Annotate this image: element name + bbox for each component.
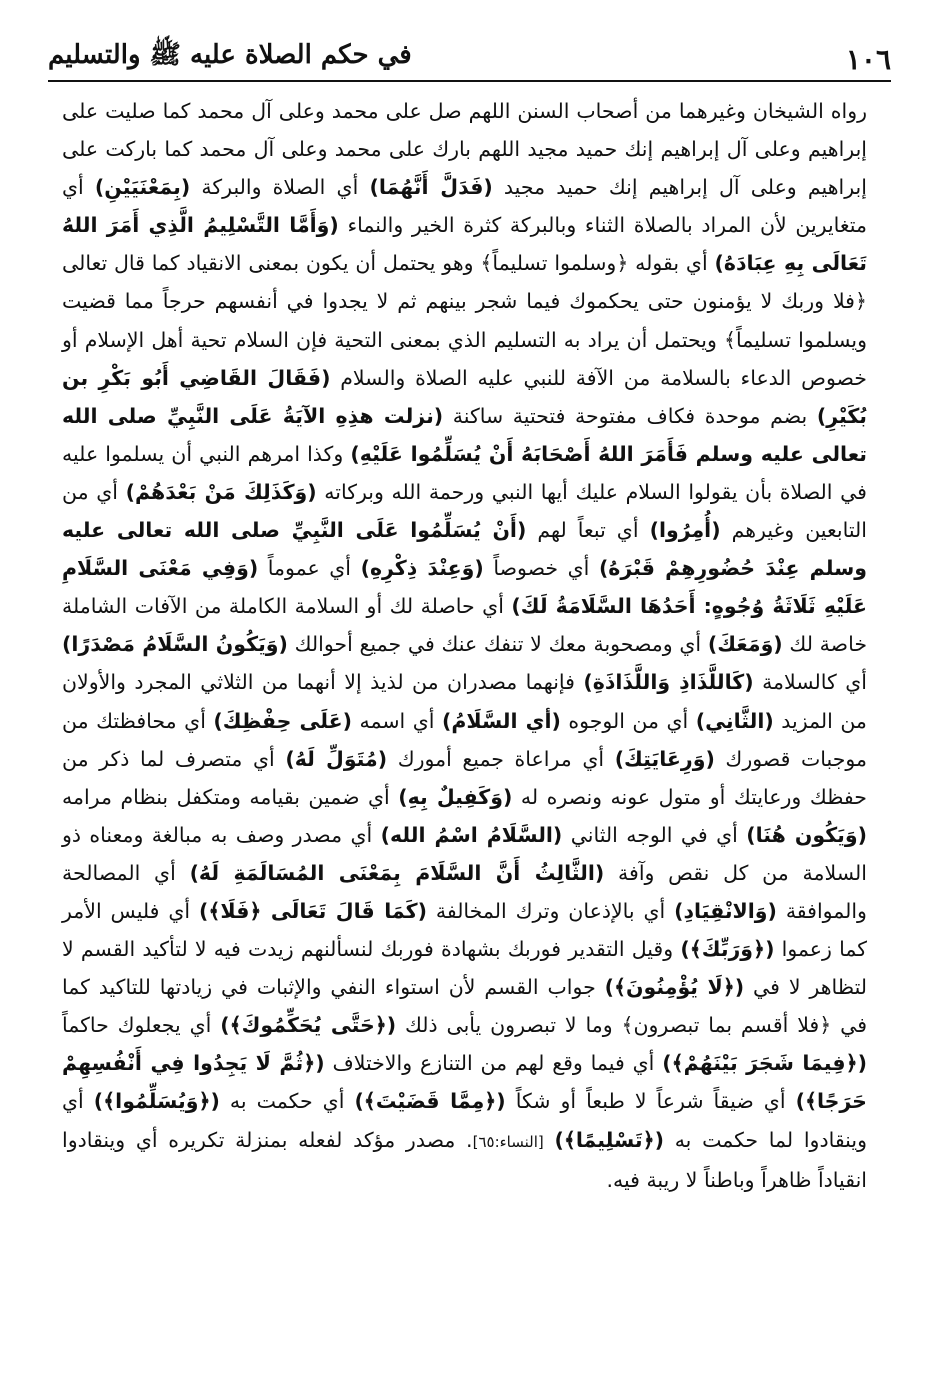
commentary-text-run: أي تبعاً لهم [537, 518, 639, 543]
commentary-text-run: رواه الشيخان وغيرهما من أصحاب السنن اللهم صل على محمد وعلى آل محمد كما صليت على إبراهيم وعلى آل إبراهيم إنك حميد مجيد اللهم بارك على محمد وعلى آل محمد كما باركت على إبراهيم وعلى آل إبراهيم إنك حميد مجيد [62, 99, 867, 200]
matn-text: (وَعِنْدَ ذِكْرِهِ) [360, 556, 484, 581]
commentary-text-run: أي مراعاة جميع أمورك [397, 746, 605, 771]
commentary-text [62, 92, 867, 1199]
commentary-text-run: أي ومصحوبة معك لا تنفك عنك في جميع أحوالك [294, 632, 702, 657]
matn-text: (وَيَكُون هُنَا) [746, 822, 867, 847]
commentary-paragraph [62, 92, 867, 1199]
matn-text: (﴿فِيمَا شَجَرَ بَيْنَهُمْ﴾) [662, 1051, 867, 1076]
commentary-text-run: أي متصرف لما ذكر من حفظك ورعايتك أو متول عونه ونصره له [62, 746, 867, 809]
matn-text: (كَاللَّذَاذِ وَاللَّذَاذَةِ) [583, 670, 754, 695]
commentary-text-run: أي كالسلامة [762, 670, 867, 695]
matn-text: (نزلت هذِهِ الآيَةُ عَلَى النَّبِيِّ صلى الله تعالى عليه وسلم فَأَمَرَ اللهُ أَصْحَابَهُ أَنْ يُسَلِّمُوا عَلَيْهِ) [62, 403, 867, 466]
commentary-text-run: أي متغايرين لأن المراد بالصلاة الثناء وبالبركة كثرة الخير والنماء [62, 175, 867, 238]
commentary-text-run: أي ضمين بقيامه ومتكفل بنظام مرامه [62, 784, 390, 809]
matn-text: (بِمَعْنَيَيْنِ) [94, 175, 191, 200]
matn-text: (﴿مِمَّا قَضَيْتَ﴾) [354, 1089, 506, 1114]
commentary-text-run: أي من الوجوه [568, 708, 689, 733]
running-title: في حكم الصلاة عليه ﷺ والتسليم [48, 40, 412, 70]
commentary-text-run: أي المصالحة والموافقة [62, 860, 867, 923]
commentary-text-run: أي بالإذعان وترك المخالفة [435, 898, 666, 923]
matn-text: (أُمِرُوا) [649, 518, 721, 543]
page-header [48, 28, 891, 76]
commentary-text-run: أي فليس الأمر كما زعموا [62, 898, 867, 962]
matn-text: (كَمَا قَالَ تَعَالَى ﴿فَلَا﴾) [199, 898, 427, 923]
matn-text: (وَأَمَّا التَّسْلِيمُ الَّذِي أَمَرَ اللهُ تَعَالَى بِهِ عِبَادَهُ) [62, 213, 867, 276]
commentary-text-run: جواب القسم لأن استواء النفي والإثبات في زيادتها للتاكيد كما في ﴿فلا أقسم بما تبصرون﴾ وما لا تبصرون يأبى ذلك [62, 975, 867, 1038]
commentary-text-run: أي ضيقاً شرعاً لا طبعاً أو شكاً [515, 1089, 786, 1114]
matn-text: (﴿ثُمَّ لَا يَجِدُوا فِي أَنْفُسِهِمْ حَرَجًا﴾) [62, 1051, 867, 1114]
matn-text: (مُتَوَلِّ لَهُ) [285, 746, 388, 771]
matn-text: (﴿وَيُسَلِّمُوا﴾) [93, 1089, 220, 1114]
matn-text: (الثَّالِثُ أَنَّ السَّلَامَ بِمَعْنَى المُسَالَمَةِ لَهُ) [189, 860, 605, 885]
commentary-text-run: أي في الوجه الثاني [570, 822, 738, 847]
matn-text: (وَفِي مَعْنَى السَّلَامِ عَلَيْهِ ثَلَاثَةُ وُجُوهٍ: أَحَدُهَا السَّلَامَةُ لَكَ) [62, 556, 867, 619]
matn-text: (وَيَكُونُ السَّلَامُ مَصْدَرًا) [62, 632, 288, 657]
matn-text: (الثَّانِي) [695, 708, 774, 733]
commentary-text-run: أي بقوله ﴿وسلموا تسليماً﴾ وهو يحتمل أن يكون بمعنى الانقياد كما قال تعالى ﴿فلا وربك لا يؤمنون حتى يحكموك فيما شجر بينهم ثم لا يجدوا في أنفسهم حرجاً مما قضيت ويسلموا تسليماً﴾ ويحتمل أن يراد به التسليم الذي بمعنى التحية فإن السلام تحية أهل الإسلام أو خصوص الدعاء بالسلامة من الآفة للنبي عليه الصلاة والسلام [62, 251, 867, 390]
commentary-text-run: أي مصدر وصف به مبالغة ومعناه ذو السلامة من كل نقص وآفة [62, 822, 867, 885]
matn-text: (فَقَالَ القَاضِي أَبُو بَكْرِ بن بُكَيْرِ) [62, 365, 867, 428]
matn-text: (أَنْ يُسَلِّمُوا عَلَى النَّبِيِّ صلى الله تعالى عليه وسلم عِنْدَ حُضُورِهِمْ قَبْرَهُ) [62, 518, 867, 581]
matn-text: (وَكَفِيلٌ بِهِ) [398, 784, 513, 809]
matn-text: (﴿لَا يُؤْمِنُونَ﴾) [604, 975, 745, 1000]
commentary-text-run: أي حاصلة لك أو السلامة الكاملة من الآفات الشاملة خاصة لك [62, 594, 867, 657]
matn-text: (﴿حَتَّى يُحَكِّمُوكَ﴾) [220, 1013, 397, 1038]
matn-text: (﴿تَسْلِيمًا﴾) [554, 1127, 664, 1152]
matn-text: (أي السَّلَامُ) [441, 708, 561, 733]
commentary-text-run: أي اسمه [359, 708, 435, 733]
page-number: ١٠٦ [845, 43, 891, 76]
commentary-text-run: أي عموماً [267, 556, 351, 581]
matn-text: (وَمَعَكَ) [707, 632, 783, 657]
matn-text: (عَلَى حِفْظِكَ) [213, 708, 352, 733]
matn-text: (السَّلَامُ اسْمُ الله) [380, 822, 563, 847]
commentary-text-run: أي يجعلوك حاكماً [62, 1013, 212, 1038]
matn-text: (فَدَلَّ أَنَّهُمَا) [369, 175, 493, 200]
commentary-text-run: أي وينقادوا لما حكمت به [62, 1089, 867, 1152]
commentary-text-run: بضم موحدة فكاف مفتوحة فتحتية ساكنة [452, 403, 808, 428]
matn-text: (وَالانْقِيَادِ) [674, 898, 777, 923]
commentary-text-run: أي محافظتك من موجبات قصورك [62, 708, 867, 771]
commentary-text-run: وقيل التقدير فوربك بشهادة فوربك لنسألنهم زيدت فيه لا لتأكيد القسم لا لتظاهر لا في [62, 937, 868, 1000]
matn-text: (وَرِعَايَتِكَ) [614, 746, 715, 771]
matn-text: (﴿وَرَبِّكَ﴾) [680, 937, 775, 962]
quran-reference: [النساء:٦٥] [472, 1132, 544, 1151]
commentary-text-run: فإنهما مصدران من لذيذ إلا أنهما من الثلاثي المجرد والأولان من المزيد [62, 670, 867, 733]
commentary-text-run: أي الصلاة والبركة [201, 175, 359, 200]
header-rule [48, 80, 891, 82]
commentary-text-run: أي حكمت به [229, 1089, 345, 1114]
commentary-text-run: . مصدر مؤكد لفعله بمنزلة تكريره أي وينقادوا انقياداً ظاهراً وباطناً لا ريبة فيه. [62, 1127, 867, 1192]
commentary-text-run: أي فيما وقع لهم من التنازع والاختلاف [332, 1051, 655, 1076]
commentary-text-run: وكذا امرهم النبي أن يسلموا عليه في الصلاة بأن يقولوا السلام عليك أيها النبي ورحمة الله وبركاته [62, 441, 867, 504]
commentary-text-run: أي من التابعين وغيرهم [62, 479, 867, 543]
matn-text: (وَكَذَلِكَ مَنْ بَعْدَهُمْ) [125, 479, 317, 504]
commentary-text-run: أي خصوصاً [493, 556, 590, 581]
